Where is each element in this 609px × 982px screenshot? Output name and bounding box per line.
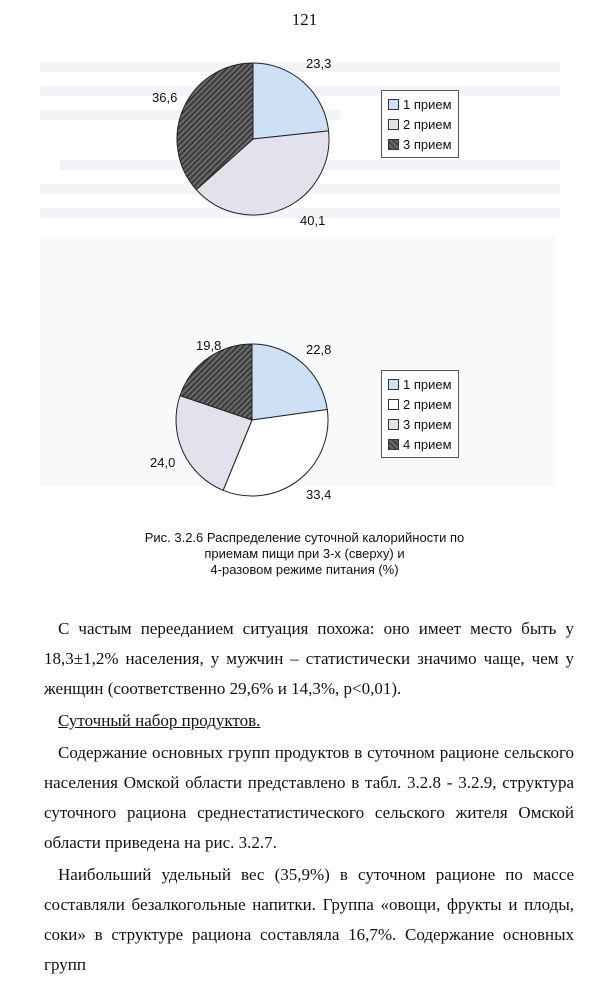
- legend-label: 1 прием: [403, 376, 452, 392]
- figure-caption: [0, 530, 609, 578]
- page-number: 121: [291, 10, 318, 29]
- legend-item: [388, 434, 452, 454]
- legend-label: 4 прием: [403, 436, 452, 452]
- legend-label: 2 прием: [403, 396, 452, 412]
- legend-item: [388, 414, 452, 434]
- pie-data-label: 19,8: [196, 338, 222, 353]
- paragraph: С частым переeданием ситуация похожа: оно имеет место быть у 18,3±1,2% населения, у мужчин – статистически значимо чаще, чем у женщин (соответственно 29,6% и 14,3%, p<0,01).: [44, 619, 574, 698]
- body-text: [44, 614, 574, 982]
- legend-item: [388, 394, 452, 414]
- caption-line: 4-разовом режиме питания (%): [210, 562, 399, 577]
- caption-line: Рис. 3.2.6 Распределение суточной калорийности по: [144, 530, 465, 545]
- legend-label: 3 прием: [403, 416, 452, 432]
- legend-item: [388, 374, 452, 394]
- section-heading: Суточный набор продуктов.: [58, 711, 261, 730]
- legend-swatch: [388, 399, 399, 410]
- legend-label: 1 прием: [403, 96, 452, 112]
- caption-line: приемам пищи при 3-х (сверху) и: [204, 546, 405, 561]
- legend-label: 3 прием: [403, 136, 452, 152]
- legend-swatch: [388, 379, 399, 390]
- legend-swatch: [388, 419, 399, 430]
- pie-data-label: 23,3: [306, 56, 332, 71]
- pie-data-label: 22,8: [306, 342, 332, 357]
- pie-2-legend: [381, 370, 459, 458]
- paragraph: Содержание основных групп продуктов в суточном рационе сельского населения Омской области представлено в табл. 3.2.8 - 3.2.9, структура суточного рациона среднестатистического сельского жителя Омской области приведена на рис. 3.2.7.: [44, 743, 574, 852]
- pie-data-label: 33,4: [306, 487, 332, 502]
- pie-data-label: 40,1: [300, 213, 326, 228]
- legend-label: 2 прием: [403, 116, 452, 132]
- pie-data-label: 24,0: [150, 455, 176, 470]
- paragraph: Наибольший удельный вес (35,9%) в суточном рационе по массе составляли безалкогольные напитки. Группа «овощи, фрукты и плоды, соки» в структуре рациона составляла 16,7%. Содержание основных групп: [44, 865, 574, 974]
- legend-swatch: [388, 439, 399, 450]
- pie-data-label: 36,6: [152, 90, 178, 105]
